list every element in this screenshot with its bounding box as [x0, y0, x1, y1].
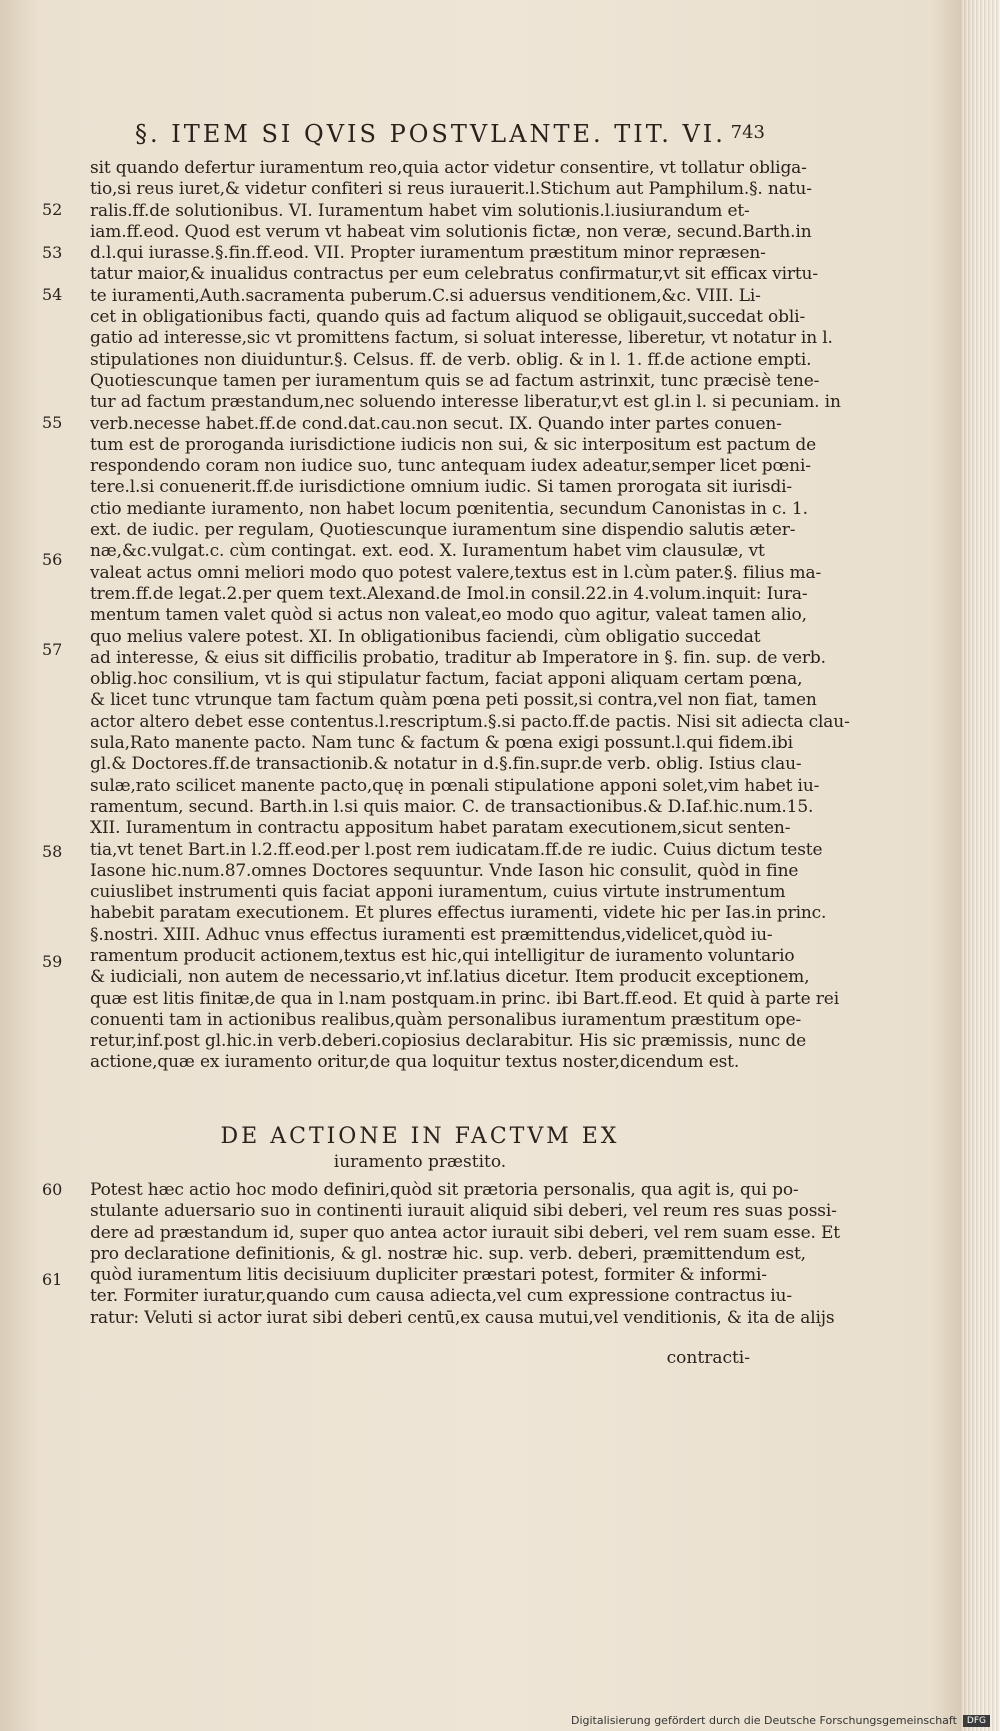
- section-subtitle: iuramento præstito.: [333, 1152, 507, 1172]
- text-line: tia,vt tenet Bart.in l.2.ff.eod.per l.post rem iudicatam.ff.de re iudic. Cuius dictum teste: [90, 839, 823, 860]
- margin-number: 57: [42, 640, 63, 659]
- text-line: habebit paratam executionem. Et plures effectus iuramenti, videte hic per Ias.in princ.: [90, 903, 827, 924]
- text-line: te iuramenti,Auth.sacramenta puberum.C.si aduersus venditionem,&c. VIII. Li-: [90, 285, 761, 306]
- text-line: gl.& Doctores.ff.de transactionib.& notatur in d.§.fin.supr.de verb. oblig. Istius clau-: [90, 754, 802, 775]
- text-line: quòd iuramentum litis decisiuum dupliciter præstari potest, formiter & informi-: [90, 1265, 767, 1286]
- text-line: & iudiciali, non autem de necessario,vt inf.latius dicetur. Item producit exceptionem,: [90, 967, 810, 988]
- text-line: ctio mediante iuramento, non habet locum pœnitentia, secundum Canonistas in c. 1.: [90, 498, 808, 519]
- text-line: Quotiescunque tamen per iuramentum quis se ad factum astrinxit, tunc præcisè tene-: [90, 370, 820, 391]
- text-line: gatio ad interesse,sic vt promittens factum, si soluat interesse, liberetur, vt notatur in l.: [90, 328, 833, 349]
- text-line: ratur: Veluti si actor iurat sibi deberi centū,ex causa mutui,vel venditionis, & ita de alijs: [90, 1307, 835, 1328]
- text-line: stipulationes non diuiduntur.§. Celsus. ff. de verb. oblig. & in l. 1. ff.de actione empti.: [90, 349, 812, 370]
- text-line: quo melius valere potest. XI. In obligationibus faciendi, cùm obligatio succedat: [90, 626, 761, 647]
- dfg-logo-icon: DFG: [963, 1715, 990, 1727]
- text-line: tio,si reus iuret,& videtur confiteri si reus iurauerit.l.Stichum aut Pamphilum.§. natu-: [90, 179, 812, 200]
- running-header: [135, 120, 765, 148]
- text-line: tatur maior,& inualidus contractus per eum celebratus confirmatur,vt sit efficax virtu-: [90, 264, 818, 285]
- text-line: actione,quæ ex iuramento oritur,de qua loquitur textus noster,dicendum est.: [90, 1052, 740, 1073]
- text-line: conuenti tam in actionibus realibus,quàm personalibus iuramentum præstitum ope-: [90, 1009, 802, 1030]
- text-line: ext. de iudic. per regulam, Quotiescunque iuramentum sine dispendio salutis æter-: [90, 520, 796, 541]
- text-line: tur ad factum præstandum,nec soluendo interesse liberatur,vt est gl.in l. si pecuniam. in: [90, 392, 841, 413]
- text-line: ralis.ff.de solutionibus. VI. Iuramentum habet vim solutionis.l.iusiurandum et-: [90, 200, 750, 221]
- text-line: Iasone hic.num.87.omnes Doctores sequuntur. Vnde Iason hic consulit, quòd in fine: [90, 860, 799, 881]
- catchword: contracti-: [666, 1348, 750, 1368]
- text-line: pro declaratione definitionis, & gl. nostræ hic. sup. verb. deberi, præmittendum est,: [90, 1243, 806, 1264]
- text-line: oblig.hoc consilium, vt is qui stipulatur factum, faciat apponi aliquam certam pœna,: [90, 669, 803, 690]
- text-line: XII. Iuramentum in contractu appositum habet paratam executionem,sicut senten-: [90, 818, 791, 839]
- text-line: trem.ff.de legat.2.per quem text.Alexand.de Imol.in consil.22.in 4.volum.inquit: Iura-: [90, 583, 808, 604]
- text-line: cuiuslibet instrumenti quis faciat apponi iuramentum, cuius virtute instrumentum: [90, 882, 786, 903]
- text-line: sit quando defertur iuramentum reo,quia actor videtur consentire, vt tollatur obliga-: [90, 158, 807, 178]
- text-line: dere ad præstandum id, super quo antea actor iurauit sibi deberi, vel rem suam esse. Et: [90, 1222, 840, 1243]
- page-edges: [960, 0, 1000, 1731]
- text-line: ramentum producit actionem,textus est hic,qui intelligitur de iuramento voluntario: [90, 945, 795, 966]
- running-title: §. ITEM SI QVIS POSTVLANTE. TIT. VI.: [135, 120, 726, 148]
- text-line: sula,Rato manente pacto. Nam tunc & factum & pœna exigi possunt.l.qui fidem.ibi: [90, 733, 793, 754]
- margin-number: 56: [42, 550, 63, 569]
- text-line: actor altero debet esse contentus.l.rescriptum.§.si pacto.ff.de pactis. Nisi sit adiecta clau-: [90, 711, 850, 732]
- body-text-section: [90, 1180, 840, 1329]
- margin-number: 55: [42, 413, 63, 432]
- margin-number: 54: [42, 285, 63, 304]
- margin-number: 59: [42, 952, 63, 971]
- text-line: mentum tamen valet quòd si actus non valeat,eo modo quo agitur, valeat tamen alio,: [90, 605, 807, 626]
- footer-credit: Digitalisierung gefördert durch die Deutsche Forschungsgemeinschaft: [570, 1714, 957, 1727]
- text-line: iam.ff.eod. Quod est verum vt habeat vim solutionis fictæ, non veræ, secund.Barth.in: [90, 221, 812, 242]
- body-text: [90, 158, 850, 1074]
- text-line: Potest hæc actio hoc modo definiri,quòd sit prætoria personalis, qua agit is, qui po-: [90, 1180, 799, 1200]
- text-line: valeat actus omni meliori modo quo potest valere,textus est in l.cùm pater.§. filius ma-: [90, 562, 822, 583]
- folio-number: 743: [730, 122, 765, 143]
- footer: [571, 1714, 990, 1727]
- text-line: & licet tunc vtrunque tam factum quàm pœna peti possit,si contra,vel non fiat, tamen: [90, 690, 817, 711]
- margin-number: 61: [42, 1270, 63, 1289]
- text-line: quæ est litis finitæ,de qua in l.nam postquam.in princ. ibi Bart.ff.eod. Et quid à parte rei: [90, 988, 839, 1009]
- text-line: stulante aduersario suo in continenti iurauit aliquid sibi deberi, vel reum res suas possi-: [90, 1201, 837, 1222]
- text-line: retur,inf.post gl.hic.in verb.deberi.copiosius declarabitur. His sic præmissis, nunc de: [90, 1031, 807, 1052]
- text-line: sulæ,rato scilicet manente pacto,quę in pœnali stipulatione apponi solet,vim habet iu-: [90, 775, 820, 796]
- text-line: §.nostri. XIII. Adhuc vnus effectus iuramenti est præmittendus,videlicet,quòd iu-: [90, 924, 773, 945]
- text-line: verb.necesse habet.ff.de cond.dat.cau.non secut. IX. Quando inter partes conuen-: [90, 413, 782, 434]
- text-line: næ,&c.vulgat.c. cùm contingat. ext. eod. X. Iuramentum habet vim clausulæ, vt: [90, 541, 765, 562]
- text-line: d.l.qui iurasse.§.fin.ff.eod. VII. Propter iuramentum præstitum minor repræsen-: [90, 243, 766, 264]
- margin-number: 53: [42, 243, 63, 262]
- text-line: cet in obligationibus facti, quando quis ad factum aliquod se obligauit,succedat obli-: [90, 307, 806, 328]
- text-line: ramentum, secund. Barth.in l.si quis maior. C. de transactionibus.& D.Iaf.hic.num.15.: [90, 796, 814, 817]
- section-title: DE ACTIONE IN FACTVM EX: [220, 1124, 620, 1149]
- margin-number: 52: [42, 200, 63, 219]
- margin-number: 58: [42, 842, 63, 861]
- text-line: ad interesse, & eius sit difficilis probatio, traditur ab Imperatore in §. fin. sup. de verb.: [90, 647, 826, 668]
- text-line: tere.l.si conuenerit.ff.de iurisdictione omnium iudic. Si tamen prorogata sit iurisdi-: [90, 477, 793, 498]
- margin-number: 60: [42, 1180, 63, 1199]
- text-line: respondendo coram non iudice suo, tunc antequam iudex adeatur,semper licet pœni-: [90, 456, 811, 477]
- text-line: tum est de proroganda iurisdictione iudicis non sui, & sic interpositum est pactum de: [90, 434, 817, 455]
- text-line: ter. Formiter iuratur,quando cum causa adiecta,vel cum expressione contractus iu-: [90, 1286, 792, 1307]
